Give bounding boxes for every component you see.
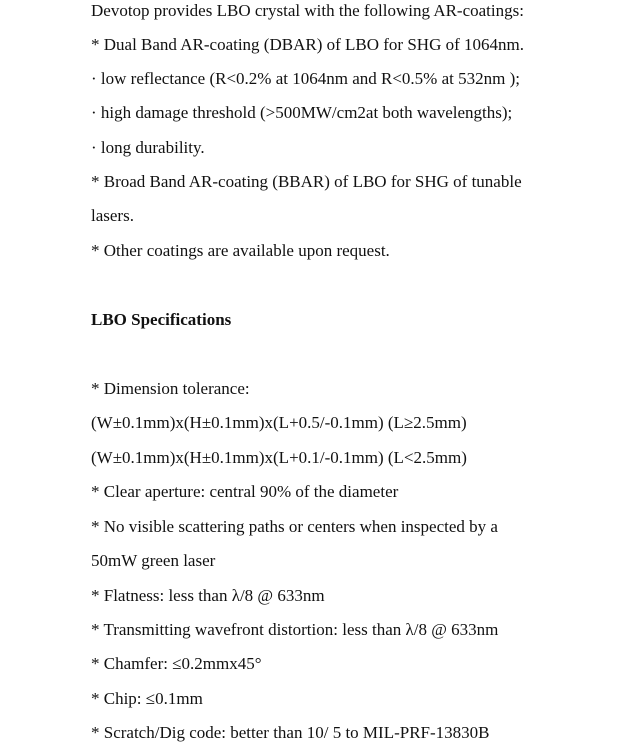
scattering-bullet-continuation: 50mW green laser bbox=[91, 551, 216, 570]
flatness-bullet: * Flatness: less than λ/8 @ 633nm bbox=[91, 586, 325, 605]
reflectance-item: · low reflectance (R<0.2% at 1064nm and R<0.5% at 532nm ); bbox=[91, 69, 520, 88]
dimension-tolerance-bullet: * Dimension tolerance: bbox=[91, 379, 250, 398]
chamfer-bullet: * Chamfer: ≤0.2mmx45° bbox=[91, 654, 262, 673]
clear-aperture-bullet: * Clear aperture: central 90% of the diameter bbox=[91, 482, 399, 501]
intro-paragraph-line: Devotop provides LBO crystal with the following AR-coatings: bbox=[91, 1, 524, 20]
dimension-tolerance-short: (W±0.1mm)x(H±0.1mm)x(L+0.1/-0.1mm) (L<2.5mm) bbox=[91, 448, 467, 467]
specs-heading: LBO Specifications bbox=[91, 310, 232, 329]
damage-threshold-item: · high damage threshold (>500MW/cm2at both wavelengths); bbox=[91, 103, 513, 122]
bbar-bullet: * Broad Band AR-coating (BBAR) of LBO for SHG of tunable bbox=[91, 172, 522, 191]
dbar-bullet: * Dual Band AR-coating (DBAR) of LBO for SHG of 1064nm. bbox=[91, 35, 524, 54]
durability-item: · long durability. bbox=[91, 138, 205, 157]
wavefront-distortion-bullet: * Transmitting wavefront distortion: less than λ/8 @ 633nm bbox=[91, 620, 499, 639]
scratch-dig-bullet: * Scratch/Dig code: better than 10/ 5 to MIL-PRF-13830B bbox=[91, 723, 490, 742]
dimension-tolerance-long: (W±0.1mm)x(H±0.1mm)x(L+0.5/-0.1mm) (L≥2.5mm) bbox=[91, 413, 467, 432]
bbar-bullet-continuation: lasers. bbox=[91, 206, 134, 225]
chip-bullet: * Chip: ≤0.1mm bbox=[91, 689, 203, 708]
other-coatings-bullet: * Other coatings are available upon request. bbox=[91, 241, 390, 260]
scattering-bullet: * No visible scattering paths or centers when inspected by a bbox=[91, 517, 498, 536]
